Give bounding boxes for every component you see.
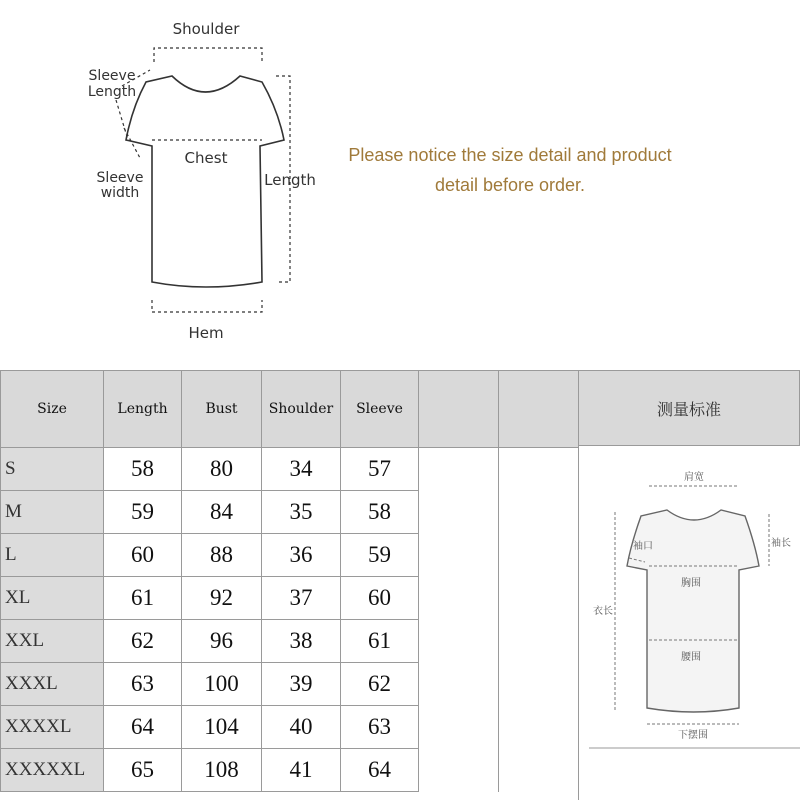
measure-sleeve-length-label: 袖长 xyxy=(771,538,791,549)
blank-cell xyxy=(419,491,499,534)
shoulder-cell: 35 xyxy=(262,491,341,534)
blank-cell xyxy=(419,663,499,706)
blank-cell xyxy=(419,706,499,749)
size-cell: L xyxy=(1,534,104,577)
blank-cell xyxy=(419,577,499,620)
blank-cell xyxy=(499,749,579,792)
bust-cell: 88 xyxy=(182,534,262,577)
shoulder-cell: 39 xyxy=(262,663,341,706)
sleeve-cell: 64 xyxy=(341,749,419,792)
length-cell: 58 xyxy=(104,448,182,491)
header-shoulder: Shoulder xyxy=(262,371,341,448)
blank-cell xyxy=(499,706,579,749)
sleeve-cell: 58 xyxy=(341,491,419,534)
size-cell: M xyxy=(1,491,104,534)
size-cell: S xyxy=(1,448,104,491)
length-label: Length xyxy=(264,171,316,189)
header-empty-1 xyxy=(419,371,499,448)
sleeve-cell: 63 xyxy=(341,706,419,749)
measure-cuff-label: 袖口 xyxy=(633,541,653,552)
blank-cell xyxy=(499,620,579,663)
shoulder-cell: 37 xyxy=(262,577,341,620)
bust-cell: 100 xyxy=(182,663,262,706)
sleeve-width-label-line2: width xyxy=(100,185,140,201)
chest-label: Chest xyxy=(184,149,228,167)
header-length: Length xyxy=(104,371,182,448)
header-sleeve: Sleeve xyxy=(341,371,419,448)
table-row xyxy=(1,706,579,749)
blank-cell xyxy=(499,577,579,620)
measure-shoulder-label: 肩宽 xyxy=(684,472,704,483)
blank-cell xyxy=(499,448,579,491)
bust-cell: 92 xyxy=(182,577,262,620)
bust-cell: 108 xyxy=(182,749,262,792)
table-row xyxy=(1,491,579,534)
header-bust: Bust xyxy=(182,371,262,448)
length-cell: 64 xyxy=(104,706,182,749)
table-row xyxy=(1,577,579,620)
sleeve-length-label-line2: Length xyxy=(87,84,137,100)
measure-waist-label: 腰围 xyxy=(681,652,701,663)
sleeve-cell: 59 xyxy=(341,534,419,577)
bust-cell: 80 xyxy=(182,448,262,491)
order-notice xyxy=(300,140,720,200)
blank-cell xyxy=(419,448,499,491)
order-notice-line2: detail before order. xyxy=(434,175,586,195)
length-cell: 59 xyxy=(104,491,182,534)
sleeve-width-label-line1: Sleeve xyxy=(96,170,144,186)
length-cell: 65 xyxy=(104,749,182,792)
table-row xyxy=(1,534,579,577)
order-notice-line1: Please notice the size detail and product xyxy=(348,145,672,165)
bust-cell: 104 xyxy=(182,706,262,749)
bust-cell: 96 xyxy=(182,620,262,663)
blank-cell xyxy=(419,534,499,577)
tshirt-diagram-icon xyxy=(579,446,800,800)
table-row xyxy=(1,620,579,663)
table-row xyxy=(1,749,579,792)
length-cell: 63 xyxy=(104,663,182,706)
table-row xyxy=(1,448,579,491)
sleeve-cell: 57 xyxy=(341,448,419,491)
size-cell: XXL xyxy=(1,620,104,663)
size-cell: XL xyxy=(1,577,104,620)
shoulder-cell: 34 xyxy=(262,448,341,491)
size-cell: XXXXXL xyxy=(1,749,104,792)
tshirt-outline-graphic xyxy=(0,0,340,360)
size-cell: XXXL xyxy=(1,663,104,706)
measurement-standard-panel xyxy=(578,370,800,800)
shoulder-cell: 36 xyxy=(262,534,341,577)
blank-cell xyxy=(499,491,579,534)
sleeve-length-label-line1: Sleeve xyxy=(88,68,136,84)
blank-cell xyxy=(419,620,499,663)
measurement-standard-diagram xyxy=(578,446,800,800)
size-cell: XXXXL xyxy=(1,706,104,749)
sleeve-cell: 62 xyxy=(341,663,419,706)
blank-cell xyxy=(499,534,579,577)
size-chart-header-row xyxy=(1,371,579,448)
blank-cell xyxy=(419,749,499,792)
size-chart-section xyxy=(0,370,800,800)
table-row xyxy=(1,663,579,706)
bust-cell: 84 xyxy=(182,491,262,534)
blank-cell xyxy=(499,663,579,706)
shoulder-label: Shoulder xyxy=(172,20,240,38)
length-cell: 60 xyxy=(104,534,182,577)
shoulder-cell: 38 xyxy=(262,620,341,663)
shoulder-cell: 40 xyxy=(262,706,341,749)
sleeve-cell: 60 xyxy=(341,577,419,620)
hem-label: Hem xyxy=(188,324,224,342)
measure-hem-label: 下摆围 xyxy=(678,730,708,741)
measurement-standard-title: 测量标准 xyxy=(578,370,800,446)
shoulder-cell: 41 xyxy=(262,749,341,792)
length-cell: 62 xyxy=(104,620,182,663)
tshirt-measurement-diagram xyxy=(0,0,340,360)
measure-chest-label: 胸围 xyxy=(681,578,701,589)
length-cell: 61 xyxy=(104,577,182,620)
size-chart-table xyxy=(0,370,579,792)
measure-length-label: 衣长 xyxy=(593,606,613,617)
header-empty-2 xyxy=(499,371,579,448)
header-size: Size xyxy=(1,371,104,448)
sleeve-cell: 61 xyxy=(341,620,419,663)
